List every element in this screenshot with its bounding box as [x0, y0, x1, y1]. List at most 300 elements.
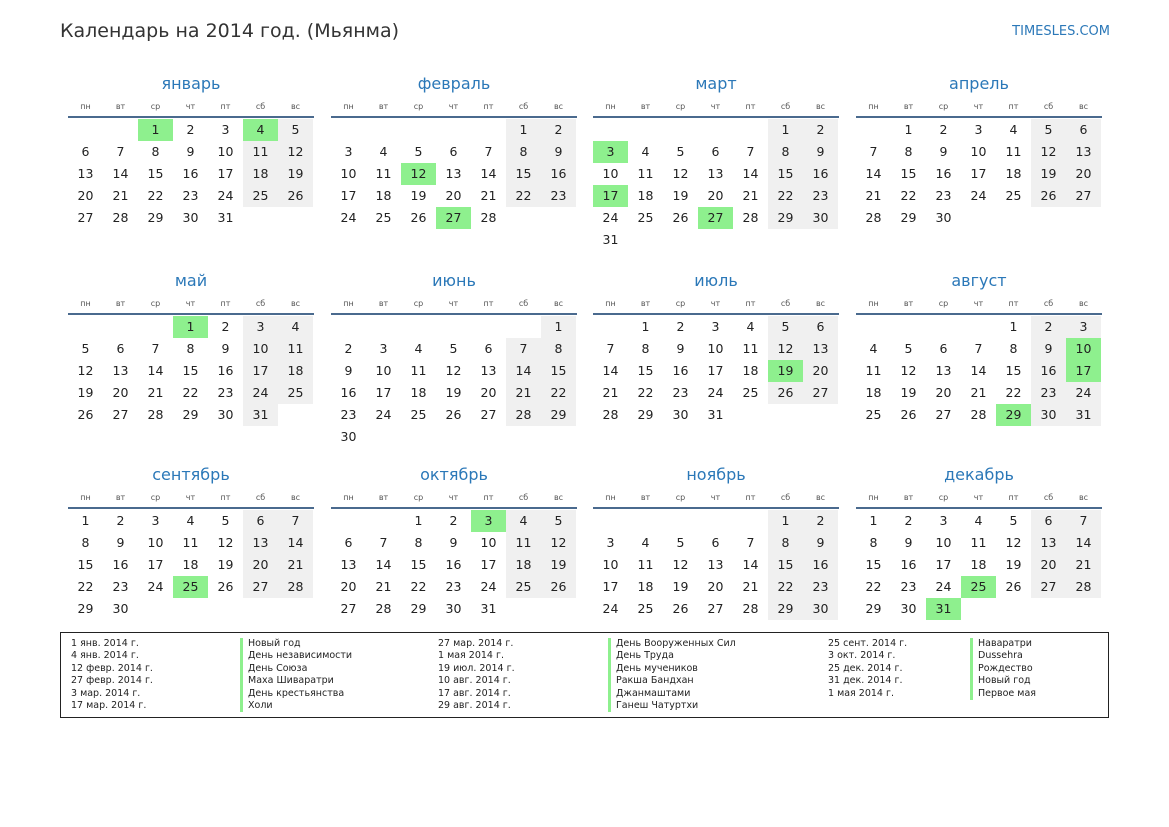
day-cell: 11 [970, 535, 987, 550]
month-name: октябрь [420, 465, 488, 484]
day-cell: 20 [77, 188, 94, 203]
holiday-day-cell: 25 [961, 576, 996, 598]
day-cell: 22 [900, 188, 917, 203]
day-cell: 7 [606, 341, 615, 356]
day-cell: 11 [410, 363, 427, 378]
day-cell: 13 [1031, 532, 1066, 554]
day-cell: 29 [77, 601, 94, 616]
day-cell: 27 [1031, 576, 1066, 598]
day-cell: 4 [379, 144, 388, 159]
holiday-day-cell: 12 [401, 163, 436, 185]
day-cell: 30 [803, 207, 838, 229]
day-cell: 5 [449, 341, 458, 356]
day-cell: 15 [506, 163, 541, 185]
day-cell: 15 [865, 557, 882, 572]
legend-entry: Ракша Бандхан [616, 675, 694, 687]
legend-entry: 1 мая 2014 г. [438, 650, 504, 662]
day-cell: 21 [147, 385, 164, 400]
empty-cell [401, 119, 436, 141]
weekday-label: сб [255, 493, 266, 502]
empty-cell [436, 119, 471, 141]
empty-cell [628, 510, 663, 532]
day-cell: 7 [484, 144, 493, 159]
month-8 [68, 463, 314, 620]
weekday-label: пт [220, 102, 231, 111]
site-link[interactable]: TIMESLES.COM [1012, 24, 1110, 39]
day-cell: 20 [480, 385, 497, 400]
day-cell: 9 [186, 144, 195, 159]
day-cell: 7 [379, 535, 388, 550]
day-cell: 28 [112, 210, 129, 225]
weekday-label: сб [780, 102, 791, 111]
empty-cell [856, 119, 891, 141]
day-cell: 14 [742, 166, 759, 181]
legend-entry: День крестьянства [248, 687, 345, 699]
day-cell: 15 [77, 557, 94, 572]
empty-cell [331, 119, 366, 141]
day-cell: 25 [637, 601, 654, 616]
day-cell: 10 [147, 535, 164, 550]
day-cell: 14 [506, 360, 541, 382]
day-cell: 17 [340, 188, 357, 203]
day-cell: 20 [803, 360, 838, 382]
day-cell: 19 [278, 163, 313, 185]
day-cell: 9 [1031, 338, 1066, 360]
weekday-label: сб [1043, 299, 1054, 308]
day-cell: 3 [151, 513, 160, 528]
holiday-day-cell: 3 [471, 510, 506, 532]
day-cell: 5 [81, 341, 90, 356]
weekday-header [68, 297, 314, 311]
day-cell: 31 [707, 407, 724, 422]
day-cell: 17 [147, 557, 164, 572]
legend-entry: Новый год [978, 675, 1031, 687]
day-cell: 27 [480, 407, 497, 422]
day-cell: 16 [340, 385, 357, 400]
weekday-label: вт [903, 493, 914, 502]
day-cell: 25 [375, 210, 392, 225]
day-cell: 6 [344, 535, 353, 550]
day-cell: 14 [970, 363, 987, 378]
weekday-label: вс [815, 493, 826, 502]
empty-cell [628, 119, 663, 141]
day-cell: 4 [414, 341, 423, 356]
weekday-label: чт [448, 493, 459, 502]
day-cell: 9 [904, 535, 913, 550]
day-grid [68, 316, 314, 426]
weekday-label: пн [868, 493, 879, 502]
day-cell: 21 [1066, 554, 1101, 576]
day-cell: 2 [904, 513, 913, 528]
legend-entry: 19 июл. 2014 г. [438, 662, 515, 674]
day-cell: 16 [217, 363, 234, 378]
weekday-label: сб [518, 102, 529, 111]
weekday-header [331, 491, 577, 505]
day-cell: 19 [217, 557, 234, 572]
day-cell: 20 [445, 188, 462, 203]
month-name: февраль [417, 74, 491, 93]
day-cell: 11 [278, 338, 313, 360]
weekday-label: ср [938, 299, 949, 308]
day-cell: 28 [865, 210, 882, 225]
day-cell: 31 [480, 601, 497, 616]
weekday-label: вт [378, 299, 389, 308]
day-cell: 27 [112, 407, 129, 422]
day-cell: 9 [803, 141, 838, 163]
day-cell: 23 [803, 576, 838, 598]
legend-entry: Наваратри [978, 638, 1032, 649]
day-cell: 12 [900, 363, 917, 378]
day-cell: 4 [1009, 122, 1018, 137]
weekday-label: пн [605, 493, 616, 502]
weekday-label: вт [903, 102, 914, 111]
day-cell: 30 [340, 429, 357, 444]
weekday-label: пн [868, 102, 879, 111]
day-cell: 30 [112, 601, 129, 616]
day-cell: 12 [445, 363, 462, 378]
month-divider [593, 313, 839, 315]
empty-cell [698, 510, 733, 532]
weekday-header [856, 297, 1102, 311]
day-cell: 7 [1066, 510, 1101, 532]
month-name: март [695, 74, 737, 93]
day-cell: 25 [410, 407, 427, 422]
day-cell: 21 [865, 188, 882, 203]
day-cell: 5 [1009, 513, 1018, 528]
day-cell: 2 [221, 319, 230, 334]
day-cell: 24 [217, 188, 234, 203]
holiday-day-cell: 4 [243, 119, 278, 141]
day-cell: 14 [1066, 532, 1101, 554]
weekday-label: пн [343, 299, 354, 308]
weekday-label: ср [675, 299, 686, 308]
day-cell: 20 [1031, 554, 1066, 576]
weekday-label: сб [1043, 493, 1054, 502]
weekday-label: чт [185, 493, 196, 502]
day-cell: 17 [375, 385, 392, 400]
weekday-label: пн [868, 299, 879, 308]
day-cell: 29 [637, 407, 654, 422]
legend-entry: День Труда [616, 650, 674, 662]
day-cell: 11 [506, 532, 541, 554]
weekday-label: сб [780, 493, 791, 502]
day-cell: 23 [1031, 382, 1066, 404]
day-cell: 12 [768, 338, 803, 360]
holiday-day-cell: 1 [138, 119, 173, 141]
day-cell: 19 [672, 579, 689, 594]
empty-cell [103, 316, 138, 338]
day-cell: 26 [445, 407, 462, 422]
day-cell: 15 [768, 554, 803, 576]
holiday-day-cell: 27 [698, 207, 733, 229]
day-cell: 24 [970, 188, 987, 203]
day-cell: 27 [707, 601, 724, 616]
weekday-label: вс [290, 102, 301, 111]
day-cell: 21 [112, 188, 129, 203]
weekday-header [68, 100, 314, 114]
day-cell: 31 [1066, 404, 1101, 426]
month-divider [68, 313, 314, 315]
weekday-label: сб [518, 493, 529, 502]
day-cell: 22 [410, 579, 427, 594]
day-cell: 24 [147, 579, 164, 594]
day-cell: 10 [340, 166, 357, 181]
weekday-label: вт [115, 493, 126, 502]
month-name: июль [694, 271, 738, 290]
day-cell: 25 [1005, 188, 1022, 203]
day-cell: 2 [449, 513, 458, 528]
day-cell: 12 [541, 532, 576, 554]
month-10 [593, 463, 839, 620]
day-cell: 16 [1031, 360, 1066, 382]
day-cell: 16 [182, 166, 199, 181]
weekday-label: вс [1078, 493, 1089, 502]
legend-entry: 1 мая 2014 г. [828, 687, 894, 699]
day-cell: 26 [672, 601, 689, 616]
day-cell: 24 [340, 210, 357, 225]
day-cell: 5 [676, 535, 685, 550]
month-divider [331, 313, 577, 315]
month-5 [331, 269, 577, 448]
day-cell: 28 [1066, 576, 1101, 598]
day-cell: 18 [1005, 166, 1022, 181]
day-cell: 13 [707, 166, 724, 181]
legend-entry: Джанмаштами [616, 687, 691, 699]
legend-entry: Dussehra [978, 650, 1023, 662]
day-cell: 2 [803, 510, 838, 532]
day-cell: 12 [77, 363, 94, 378]
day-grid [593, 119, 839, 251]
day-cell: 12 [1005, 535, 1022, 550]
weekday-label: вс [1078, 102, 1089, 111]
day-cell: 4 [746, 319, 755, 334]
day-cell: 27 [935, 407, 952, 422]
day-cell: 3 [379, 341, 388, 356]
weekday-label: пт [745, 493, 756, 502]
weekday-label: сб [255, 102, 266, 111]
day-cell: 7 [746, 535, 755, 550]
day-cell: 24 [1066, 382, 1101, 404]
day-cell: 9 [541, 141, 576, 163]
weekday-header [593, 100, 839, 114]
day-cell: 18 [182, 557, 199, 572]
day-cell: 13 [935, 363, 952, 378]
day-cell: 1 [81, 513, 90, 528]
day-cell: 19 [900, 385, 917, 400]
day-cell: 25 [637, 210, 654, 225]
day-cell: 6 [449, 144, 458, 159]
legend-entry: 10 авг. 2014 г. [438, 675, 511, 687]
legend-entry: 25 дек. 2014 г. [828, 662, 903, 674]
month-9 [331, 463, 577, 620]
day-cell: 22 [77, 579, 94, 594]
legend-col1-dates [71, 638, 153, 712]
day-cell: 28 [375, 601, 392, 616]
empty-cell [698, 119, 733, 141]
month-name: январь [161, 74, 221, 93]
holiday-day-cell: 3 [593, 141, 628, 163]
weekday-label: ср [150, 493, 161, 502]
day-cell: 7 [116, 144, 125, 159]
day-cell: 2 [803, 119, 838, 141]
weekday-header [593, 297, 839, 311]
month-name: апрель [949, 74, 1009, 93]
weekday-label: чт [448, 102, 459, 111]
day-cell: 11 [637, 166, 654, 181]
legend-entry: 17 мар. 2014 г. [71, 700, 147, 712]
month-divider [593, 507, 839, 509]
holiday-day-cell: 1 [173, 316, 208, 338]
day-grid [331, 510, 577, 620]
page-title: Календарь на 2014 год. (Мьянма) [60, 20, 400, 42]
day-grid [331, 316, 577, 448]
day-cell: 4 [641, 535, 650, 550]
day-cell: 21 [506, 382, 541, 404]
day-cell: 28 [602, 407, 619, 422]
day-cell: 22 [147, 188, 164, 203]
weekday-label: сб [518, 299, 529, 308]
empty-cell [663, 119, 698, 141]
day-cell: 25 [865, 407, 882, 422]
holiday-day-cell: 27 [436, 207, 471, 229]
day-cell: 13 [340, 557, 357, 572]
day-cell: 2 [344, 341, 353, 356]
month-divider [856, 313, 1102, 315]
weekday-label: пт [220, 493, 231, 502]
day-cell: 19 [445, 385, 462, 400]
day-cell: 2 [116, 513, 125, 528]
weekday-label: пт [220, 299, 231, 308]
day-cell: 10 [480, 535, 497, 550]
empty-cell [471, 119, 506, 141]
day-cell: 29 [900, 210, 917, 225]
holiday-day-cell: 10 [1066, 338, 1101, 360]
day-cell: 4 [641, 144, 650, 159]
day-cell: 6 [711, 535, 720, 550]
day-cell: 27 [803, 382, 838, 404]
month-0 [68, 72, 314, 229]
weekday-label: чт [185, 299, 196, 308]
weekday-label: вс [290, 299, 301, 308]
month-name: июнь [432, 271, 476, 290]
weekday-label: пт [1008, 102, 1019, 111]
day-cell: 18 [637, 188, 654, 203]
month-divider [856, 507, 1102, 509]
weekday-label: вс [1078, 299, 1089, 308]
day-cell: 19 [1031, 163, 1066, 185]
day-cell: 14 [147, 363, 164, 378]
day-cell: 29 [768, 598, 803, 620]
day-cell: 18 [637, 579, 654, 594]
day-cell: 10 [970, 144, 987, 159]
weekday-label: чт [973, 102, 984, 111]
day-cell: 12 [672, 557, 689, 572]
day-cell: 12 [1031, 141, 1066, 163]
day-cell: 26 [672, 210, 689, 225]
day-cell: 6 [243, 510, 278, 532]
day-cell: 2 [1031, 316, 1066, 338]
day-cell: 17 [707, 363, 724, 378]
day-cell: 21 [480, 188, 497, 203]
day-cell: 19 [672, 188, 689, 203]
day-cell: 1 [414, 513, 423, 528]
day-cell: 5 [676, 144, 685, 159]
day-cell: 6 [81, 144, 90, 159]
day-cell: 21 [742, 188, 759, 203]
month-name: сентябрь [152, 465, 230, 484]
day-cell: 3 [606, 535, 615, 550]
legend-col1-names [240, 638, 352, 712]
day-cell: 28 [970, 407, 987, 422]
day-cell: 6 [484, 341, 493, 356]
empty-cell [926, 316, 961, 338]
day-cell: 1 [541, 316, 576, 338]
day-cell: 14 [602, 363, 619, 378]
legend-entry: Первое мая [978, 687, 1036, 699]
weekday-label: чт [710, 102, 721, 111]
weekday-header [331, 297, 577, 311]
day-cell: 27 [77, 210, 94, 225]
day-cell: 30 [672, 407, 689, 422]
empty-cell [138, 316, 173, 338]
day-cell: 30 [1031, 404, 1066, 426]
day-cell: 15 [1005, 363, 1022, 378]
weekday-label: вт [378, 493, 389, 502]
day-cell: 22 [541, 382, 576, 404]
legend-col2-names [608, 638, 736, 712]
day-cell: 9 [344, 363, 353, 378]
day-cell: 13 [243, 532, 278, 554]
day-cell: 24 [243, 382, 278, 404]
empty-cell [733, 119, 768, 141]
day-cell: 5 [541, 510, 576, 532]
legend-entry: День мучеников [616, 662, 698, 674]
empty-cell [471, 316, 506, 338]
weekday-header [68, 491, 314, 505]
day-cell: 11 [182, 535, 199, 550]
day-cell: 10 [217, 144, 234, 159]
day-cell: 10 [602, 557, 619, 572]
empty-cell [366, 119, 401, 141]
weekday-label: ср [413, 102, 424, 111]
day-cell: 2 [186, 122, 195, 137]
day-cell: 21 [602, 385, 619, 400]
weekday-label: пн [605, 102, 616, 111]
weekday-label: чт [973, 299, 984, 308]
day-cell: 3 [711, 319, 720, 334]
day-grid [68, 510, 314, 620]
legend-entry: Холи [248, 700, 273, 712]
weekday-label: пт [1008, 493, 1019, 502]
day-cell: 12 [278, 141, 313, 163]
day-cell: 22 [865, 579, 882, 594]
empty-cell [593, 316, 628, 338]
day-cell: 7 [151, 341, 160, 356]
day-grid [856, 316, 1102, 426]
weekday-label: ср [150, 299, 161, 308]
day-cell: 26 [1031, 185, 1066, 207]
day-cell: 21 [278, 554, 313, 576]
weekday-label: вт [640, 493, 651, 502]
day-cell: 30 [935, 210, 952, 225]
legend-entry: 3 мар. 2014 г. [71, 687, 141, 699]
month-3 [856, 72, 1102, 229]
day-cell: 3 [221, 122, 230, 137]
empty-cell [68, 119, 103, 141]
day-cell: 3 [939, 513, 948, 528]
day-cell: 19 [1005, 557, 1022, 572]
weekday-label: вс [553, 102, 564, 111]
